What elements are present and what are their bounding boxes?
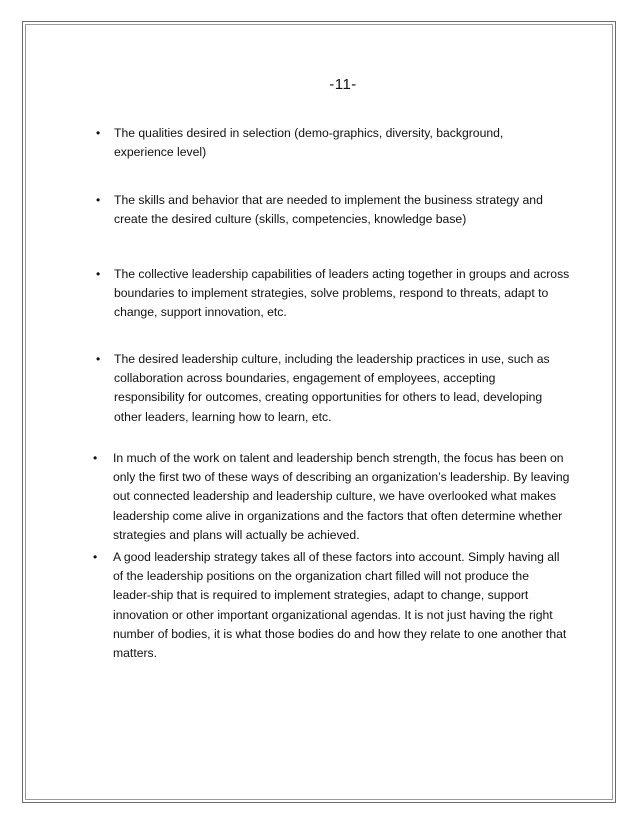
bullet-line: collaboration across boundaries, engagement of employees, accepting bbox=[114, 371, 496, 386]
bullet-line: The skills and behavior that are needed to implement the business strategy and bbox=[114, 193, 543, 207]
bullet-line: The qualities desired in selection (demo-graphics, diversity, background, bbox=[114, 126, 504, 140]
bullet-line: A good leadership strategy takes all of these factors into account. Simply having all bbox=[113, 550, 560, 564]
page-number: -11- bbox=[329, 76, 357, 93]
bullet-line: create the desired culture (skills, competencies, knowledge base) bbox=[114, 212, 467, 227]
bullet-line: number of bodies, it is what those bodies do and how they relate to one another that bbox=[113, 626, 567, 641]
bullet-line: experience level) bbox=[114, 145, 207, 160]
bullet-icon: • bbox=[96, 352, 101, 366]
bullet-icon: • bbox=[93, 451, 98, 465]
bullet-text bbox=[114, 350, 584, 427]
bullet-icon: • bbox=[96, 126, 101, 140]
bullet-line: innovation or other important organizational agendas. It is not just having the right bbox=[113, 607, 553, 622]
bullet-text bbox=[114, 124, 584, 162]
bullet-icon: • bbox=[93, 550, 98, 564]
bullet-line: change, support innovation, etc. bbox=[114, 305, 287, 320]
bullet-line: only the first two of these ways of describing an organization’s leadership. By leaving bbox=[113, 470, 570, 485]
bullet-text bbox=[114, 191, 584, 229]
bullet-line: In much of the work on talent and leadership bench strength, the focus has been on bbox=[113, 451, 564, 465]
bullet-icon: • bbox=[96, 193, 101, 207]
bullet-line: responsibility for outcomes, creating opportunities for others to lead, developing bbox=[114, 390, 543, 405]
bullet-text bbox=[113, 548, 593, 663]
bullet-line: out connected leadership and leadership culture, we have overlooked what makes bbox=[113, 489, 557, 504]
bullet-text bbox=[114, 265, 584, 323]
bullet-icon: • bbox=[96, 267, 101, 281]
bullet-line: leader-ship that is required to implement strategies, adapt to change, support bbox=[113, 588, 529, 603]
bullet-line: of the leadership positions on the organization chart filled will not produce the bbox=[113, 569, 529, 584]
bullet-line: matters. bbox=[113, 646, 158, 661]
bullet-text bbox=[113, 449, 593, 545]
bullet-line: The desired leadership culture, including the leadership practices in use, such as bbox=[114, 352, 550, 366]
bullet-line: other leaders, learning how to learn, etc. bbox=[114, 409, 332, 424]
bullet-line: strategies and plans will actually be achieved. bbox=[113, 527, 360, 542]
bullet-line: boundaries to implement strategies, solve problems, respond to threats, adapt to bbox=[114, 286, 549, 301]
bullet-line: leadership come alive in organizations and the factors that often determine whether bbox=[113, 508, 563, 523]
bullet-line: The collective leadership capabilities of leaders acting together in groups and across bbox=[114, 267, 570, 281]
